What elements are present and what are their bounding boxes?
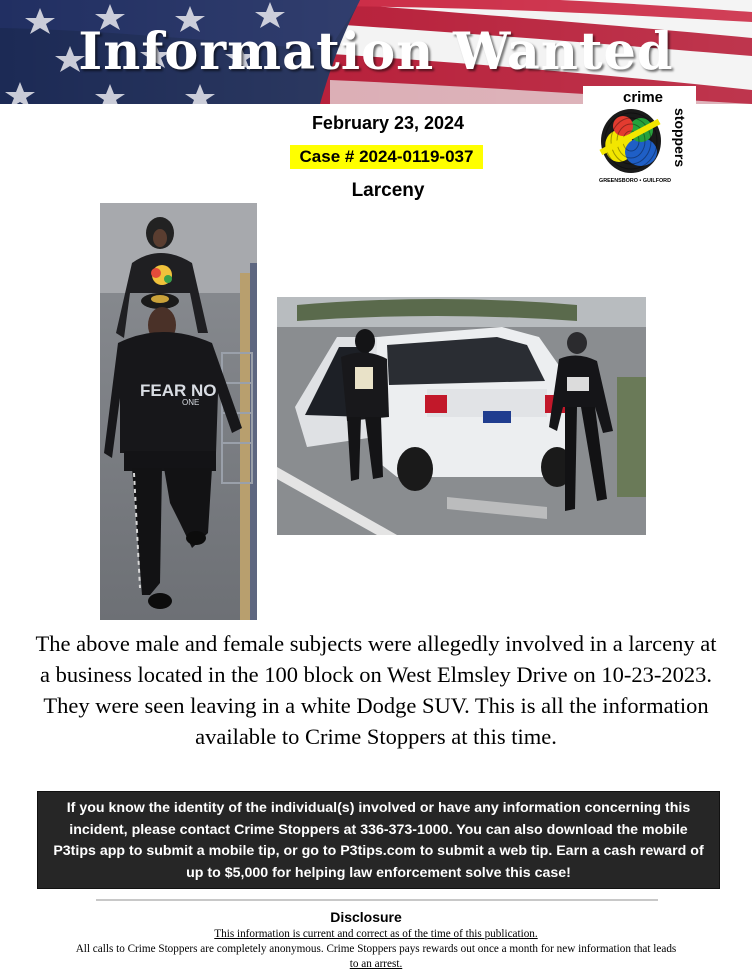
divider [96,899,658,901]
logo-stoppers-text: stoppers [672,108,688,168]
suspect-photo-suv [277,297,646,535]
logo-crime-text: crime [623,89,664,106]
publication-date: February 23, 2024 [311,113,465,133]
banner-title: Information Wanted [78,22,674,82]
suspect-photo-store [100,203,257,620]
shirt-text-small: ONE [182,398,200,407]
incident-description: The above male and female subjects were allegedly involved in a larceny at a business located in the 100 block on West Elmsley Drive on 10-23-2023. They were seen leaving in a white Dodge SUV. This is all the information available to Crime Stoppers at this time. [35,631,717,749]
disclosure-line-2: All calls to Crime Stoppers are completely anonymous. Crime Stoppers pays rewards out once a month for new information that leads [75,943,677,955]
tip-information-box: If you know the identity of the individual(s) involved or have any information concerning this incident, please contact Crime Stoppers at 336-373-1000. You can also download the mobile P3tips app to submit a mobile tip, or go to P3tips.com to submit a web tip. Earn a cash reward of up to $5,000 for helping law enforcement solve this case! [37,791,720,889]
case-number: Case # 2024-0119-037 [290,145,483,169]
logo-subtext: GREENSBORO • GUILFORD [599,178,671,184]
disclosure-line-1: This information is current and correct as of the time of this publication. [214,928,538,940]
crime-type: Larceny [351,180,425,201]
crime-stoppers-logo [583,86,696,186]
disclosure-line-3: to an arrest. [349,958,403,970]
shirt-text: FEAR NO [140,381,217,400]
disclosure-text [30,927,722,972]
disclosure-title: Disclosure [330,909,402,925]
